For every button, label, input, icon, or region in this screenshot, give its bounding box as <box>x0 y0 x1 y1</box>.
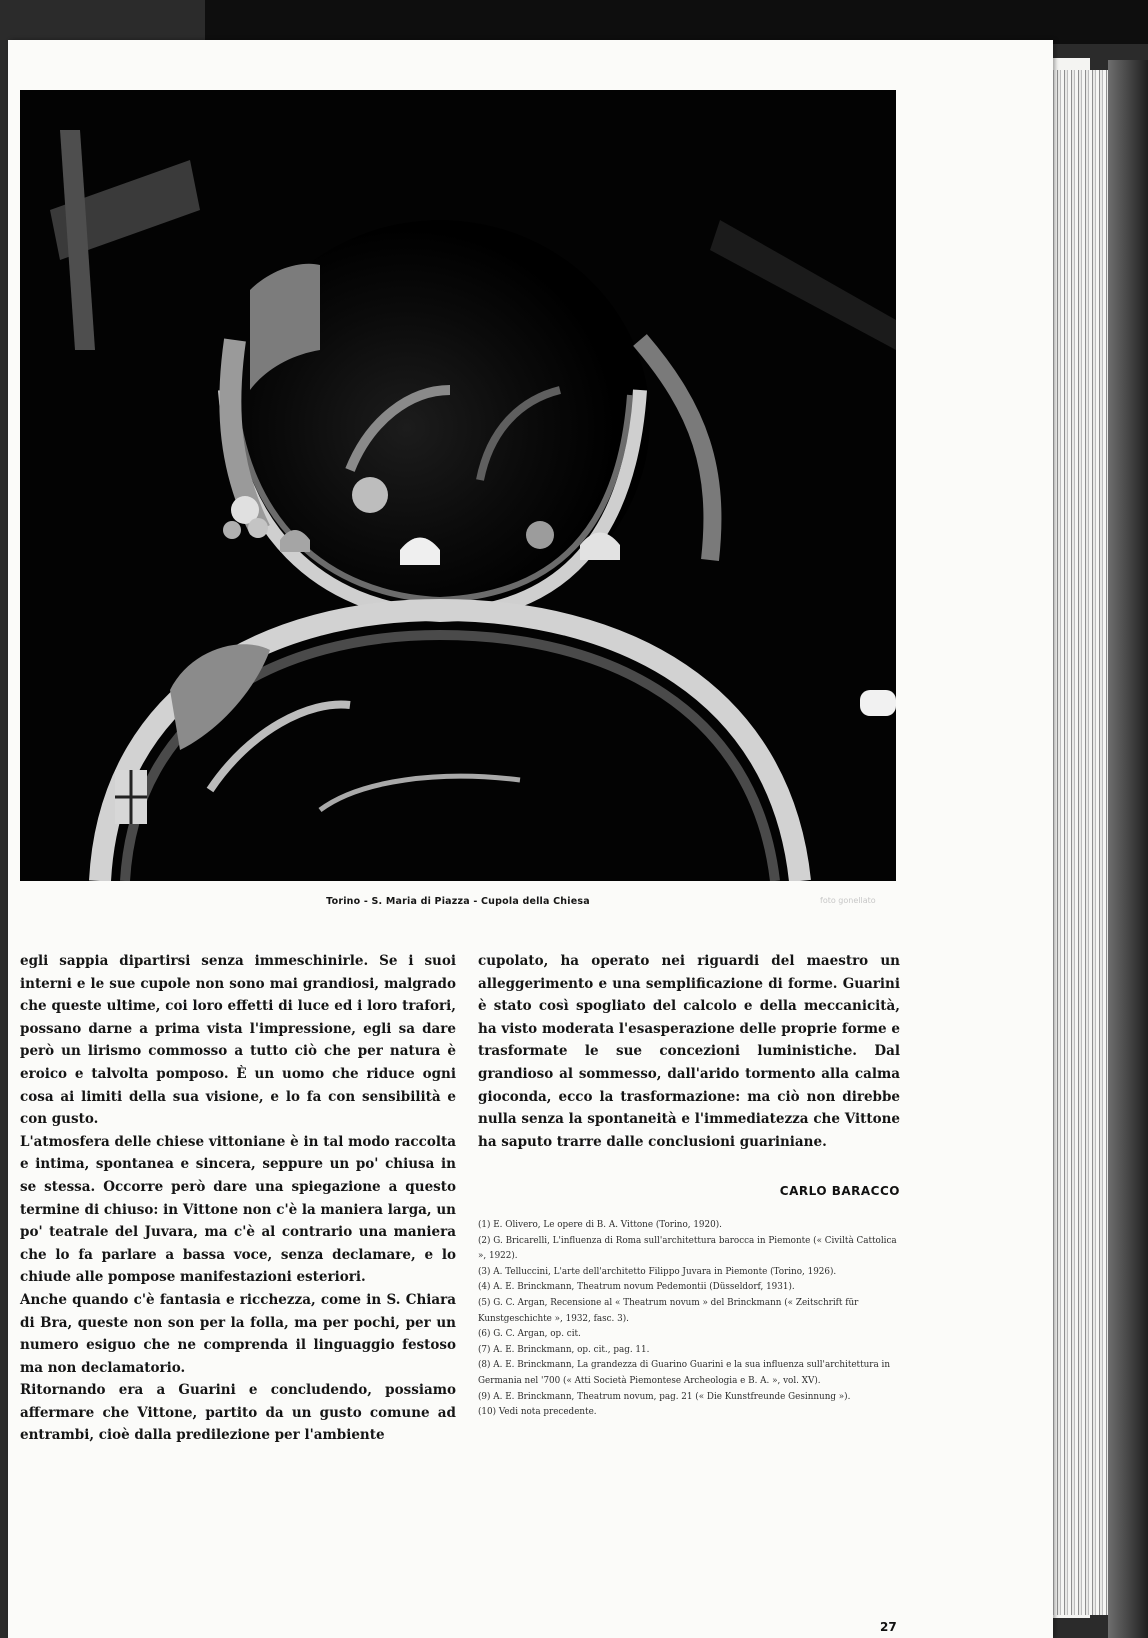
footnote: (3) A. Telluccini, L'arte dell'architetto Filippo Juvara in Piemonte (Torino, 1926). <box>478 1266 837 1277</box>
author-signature: CARLO BARACCO <box>779 1184 900 1198</box>
footnote: (6) G. C. Argan, op. cit. <box>478 1329 581 1340</box>
footnotes <box>478 1218 900 1421</box>
article-column-right <box>478 950 900 1153</box>
paragraph: egli sappia dipartirsi senza immeschinirle. Se i suoi interni e le sue cupole non sono mai grandiosi, malgrado che queste ultime, coi loro effetti di luce ed i loro trafori, possano darne a prima vista l'impressione, egli sa dare però un lirismo commosso a tutto ciò che per natura è eroico e talvolta pomposo. È un uomo che riduce ogni cosa ai limiti della sua visione, e lo fa con sensibilità e con gusto. <box>20 953 456 1128</box>
page-number: 27 <box>880 1620 897 1634</box>
paragraph: Ritornando era a Guarini e concludendo, possiamo affermare che Vittone, partito da un gusto comune ad entrambi, cioè dalla predilezione per l'ambiente <box>20 1382 456 1444</box>
dome-photo-illustration <box>20 90 896 881</box>
book-page <box>8 40 1053 1638</box>
footnote: (7) A. E. Brinckmann, op. cit., pag. 11. <box>478 1344 650 1355</box>
paragraph: cupolato, ha operato nei riguardi del maestro un alleggerimento e una semplificazione di forme. Guarini è stato così spogliato del calcolo e della meccanicità, ha visto moderata l'esasperazione delle proprie forme e trasformate le sue concezioni luministiche. Dal grandioso al sommesso, dall'arido tormento alla calma gioconda, ecco la trasformazione: ma ciò non direbbe nulla senza la spontaneità e l'immediatezza che Vittone ha saputo trarre dalle conclusioni guariniane. <box>478 953 900 1150</box>
footnote: (4) A. E. Brinckmann, Theatrum novum Pedemontii (Düsseldorf, 1931). <box>478 1282 795 1293</box>
book-top-shadow <box>205 0 1148 44</box>
paragraph: Anche quando c'è fantasia e ricchezza, come in S. Chiara di Bra, queste non son per la folla, ma per pochi, per un numero esiguo che ne comprenda il linguaggio festoso ma non declamatorio. <box>20 1291 456 1376</box>
photo-caption: Torino - S. Maria di Piazza - Cupola della Chiesa <box>326 896 590 907</box>
footnote: (9) A. E. Brinckmann, Theatrum novum, pag. 21 (« Die Kunstfreunde Gesinnung »). <box>478 1391 851 1402</box>
footnote: (1) E. Olivero, Le opere di B. A. Vittone (Torino, 1920). <box>478 1220 722 1230</box>
paragraph: L'atmosfera delle chiese vittoniane è in tal modo raccolta e intima, spontanea e sincera, seppure un po' chiusa in se stessa. Occorre però dare una spiegazione a questo termine di chiuso: in Vittone non c'è la maniera larga, un po' teatrale del Juvara, ma c'è al contrario una maniera che lo fa parlare a bassa voce, senza declamare, e lo chiude alle pompose manifestazioni esteriori. <box>20 1133 456 1286</box>
footnote: (2) G. Bricarelli, L'influenza di Roma sull'architettura barocca in Piemonte (« Civiltà Cattolica », 1922). <box>478 1235 897 1262</box>
footnote: (8) A. E. Brinckmann, La grandezza di Guarino Guarini e la sua influenza sull'architettura in Germania nel '700 (« Atti Società Piemontese Archeologia e B. A. », vol. XV). <box>478 1360 891 1386</box>
footnote: (5) G. C. Argan, Recensione al « Theatrum novum » del Brinckmann (« Zeitschrift für Kunstgeschichte », 1932, fasc. 3). <box>478 1297 859 1324</box>
photo-credit: foto gonellato <box>820 896 876 905</box>
article-column-left <box>20 950 456 1447</box>
dome-photograph <box>20 90 896 881</box>
book-spine-shadow <box>1108 60 1148 1638</box>
footnote: (10) Vedi nota precedente. <box>478 1407 597 1418</box>
